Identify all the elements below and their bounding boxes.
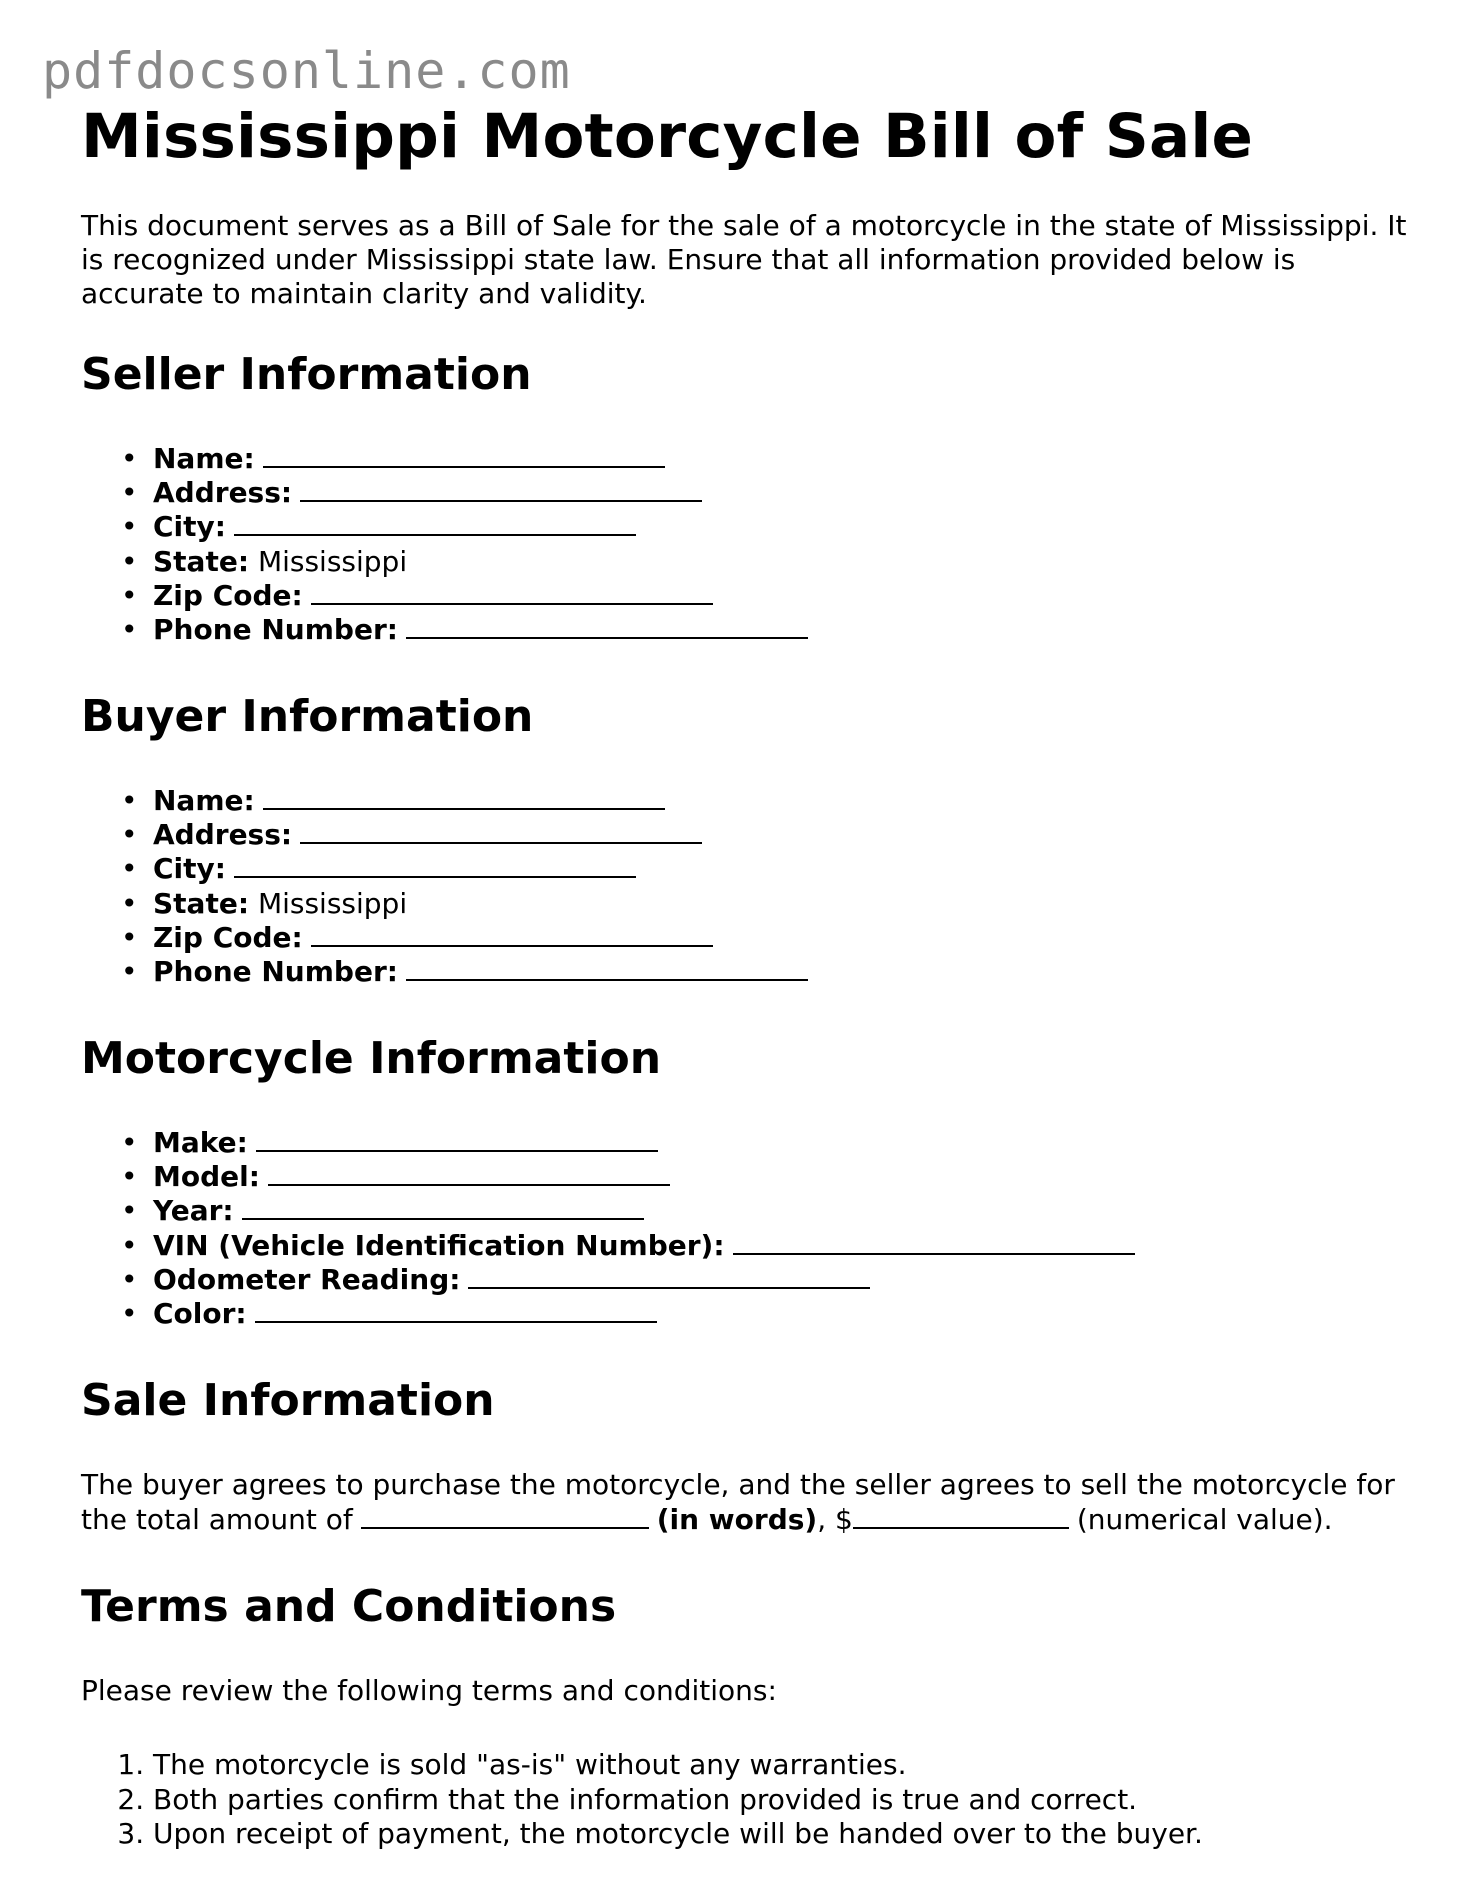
year-blank[interactable] xyxy=(242,1194,644,1220)
field-label: Year: xyxy=(153,1194,234,1228)
seller-fields-list xyxy=(81,442,1411,647)
field-label: Phone Number: xyxy=(153,613,398,646)
watermark: pdfdocsonline.com xyxy=(42,42,571,100)
seller-name-field xyxy=(121,442,1411,476)
dollar-sign: , $ xyxy=(817,1502,853,1536)
buyer-phone-blank[interactable] xyxy=(406,955,808,981)
term-item: 1. The motorcycle is sold "as-is" without any warranties. xyxy=(153,1748,1411,1783)
buyer-zip-field xyxy=(121,921,1411,955)
make-blank[interactable] xyxy=(256,1126,658,1152)
seller-phone-field xyxy=(121,613,1411,647)
buyer-state-value: Mississippi xyxy=(257,886,408,920)
seller-zip-blank[interactable] xyxy=(311,579,713,605)
terms-intro: Please review the following terms and conditions: xyxy=(81,1673,777,1707)
field-label: Odometer Reading: xyxy=(153,1262,461,1296)
color-field xyxy=(121,1297,1411,1331)
field-label: Address: xyxy=(153,818,293,852)
field-label: Zip Code: xyxy=(153,578,303,612)
amount-in-words-blank[interactable] xyxy=(361,1503,649,1529)
sale-text-after: (numerical value). xyxy=(1076,1502,1333,1536)
buyer-city-field xyxy=(121,852,1411,886)
seller-city-blank[interactable] xyxy=(234,510,636,536)
seller-city-field xyxy=(121,510,1411,544)
buyer-zip-blank[interactable] xyxy=(311,921,713,947)
seller-name-blank[interactable] xyxy=(263,442,665,468)
field-label: Model: xyxy=(153,1160,260,1194)
motorcycle-fields-list xyxy=(81,1126,1411,1331)
buyer-fields-list xyxy=(81,784,1411,989)
field-label: City: xyxy=(153,852,226,886)
amount-numeric-blank[interactable] xyxy=(853,1503,1069,1529)
field-label: Make: xyxy=(153,1126,248,1160)
motorcycle-section-heading: Motorcycle Information xyxy=(81,1033,662,1085)
document-title: Mississippi Motorcycle Bill of Sale xyxy=(81,101,1254,172)
vin-field xyxy=(121,1229,1411,1263)
field-label: State: xyxy=(153,544,250,578)
make-field xyxy=(121,1126,1411,1160)
buyer-section-heading: Buyer Information xyxy=(81,691,534,743)
model-field xyxy=(121,1160,1411,1194)
seller-address-blank[interactable] xyxy=(300,476,702,502)
vin-blank[interactable] xyxy=(733,1229,1135,1255)
sale-paragraph xyxy=(81,1468,1411,1537)
seller-state-field xyxy=(121,545,1411,579)
term-item: 3. Upon receipt of payment, the motorcycle will be handed over to the buyer. xyxy=(153,1817,1411,1852)
sale-section-heading: Sale Information xyxy=(81,1375,495,1427)
intro-paragraph: This document serves as a Bill of Sale for the sale of a motorcycle in the state of Mississippi. It is recognized under Mississippi state law. Ensure that all information provided below is accurate to maintain clarity and validity. xyxy=(81,209,1407,311)
field-label: City: xyxy=(153,510,226,544)
terms-section-heading: Terms and Conditions xyxy=(81,1581,617,1633)
seller-state-value: Mississippi xyxy=(257,544,408,578)
color-blank[interactable] xyxy=(255,1297,657,1323)
field-label: Zip Code: xyxy=(153,920,303,954)
odometer-blank[interactable] xyxy=(468,1263,870,1289)
field-label: Address: xyxy=(153,476,293,510)
seller-section-heading: Seller Information xyxy=(81,349,532,401)
odometer-field xyxy=(121,1263,1411,1297)
buyer-address-field xyxy=(121,818,1411,852)
in-words-label: (in words) xyxy=(656,1502,818,1536)
field-label: Name: xyxy=(153,441,255,475)
buyer-address-blank[interactable] xyxy=(300,818,702,844)
field-label: Phone Number: xyxy=(153,955,398,989)
seller-address-field xyxy=(121,476,1411,510)
field-label: VIN (Vehicle Identification Number): xyxy=(153,1228,725,1262)
field-label: Name: xyxy=(153,784,255,817)
seller-phone-blank[interactable] xyxy=(406,613,808,639)
buyer-name-field xyxy=(121,784,1411,818)
seller-zip-field xyxy=(121,579,1411,613)
sale-text-before: The buyer agrees to purchase the motorcycle, and the seller agrees to sell the motorcycle for the total amount of xyxy=(81,1468,1395,1536)
year-field xyxy=(121,1194,1411,1228)
model-blank[interactable] xyxy=(268,1160,670,1186)
field-label: Color: xyxy=(153,1297,247,1331)
buyer-phone-field xyxy=(121,955,1411,989)
buyer-state-field xyxy=(121,887,1411,921)
buyer-name-blank[interactable] xyxy=(263,784,665,810)
field-label: State: xyxy=(153,886,250,920)
term-item: 2. Both parties confirm that the information provided is true and correct. xyxy=(153,1783,1411,1818)
document-page xyxy=(81,100,1411,1852)
buyer-city-blank[interactable] xyxy=(234,852,636,878)
terms-list xyxy=(81,1748,1411,1852)
